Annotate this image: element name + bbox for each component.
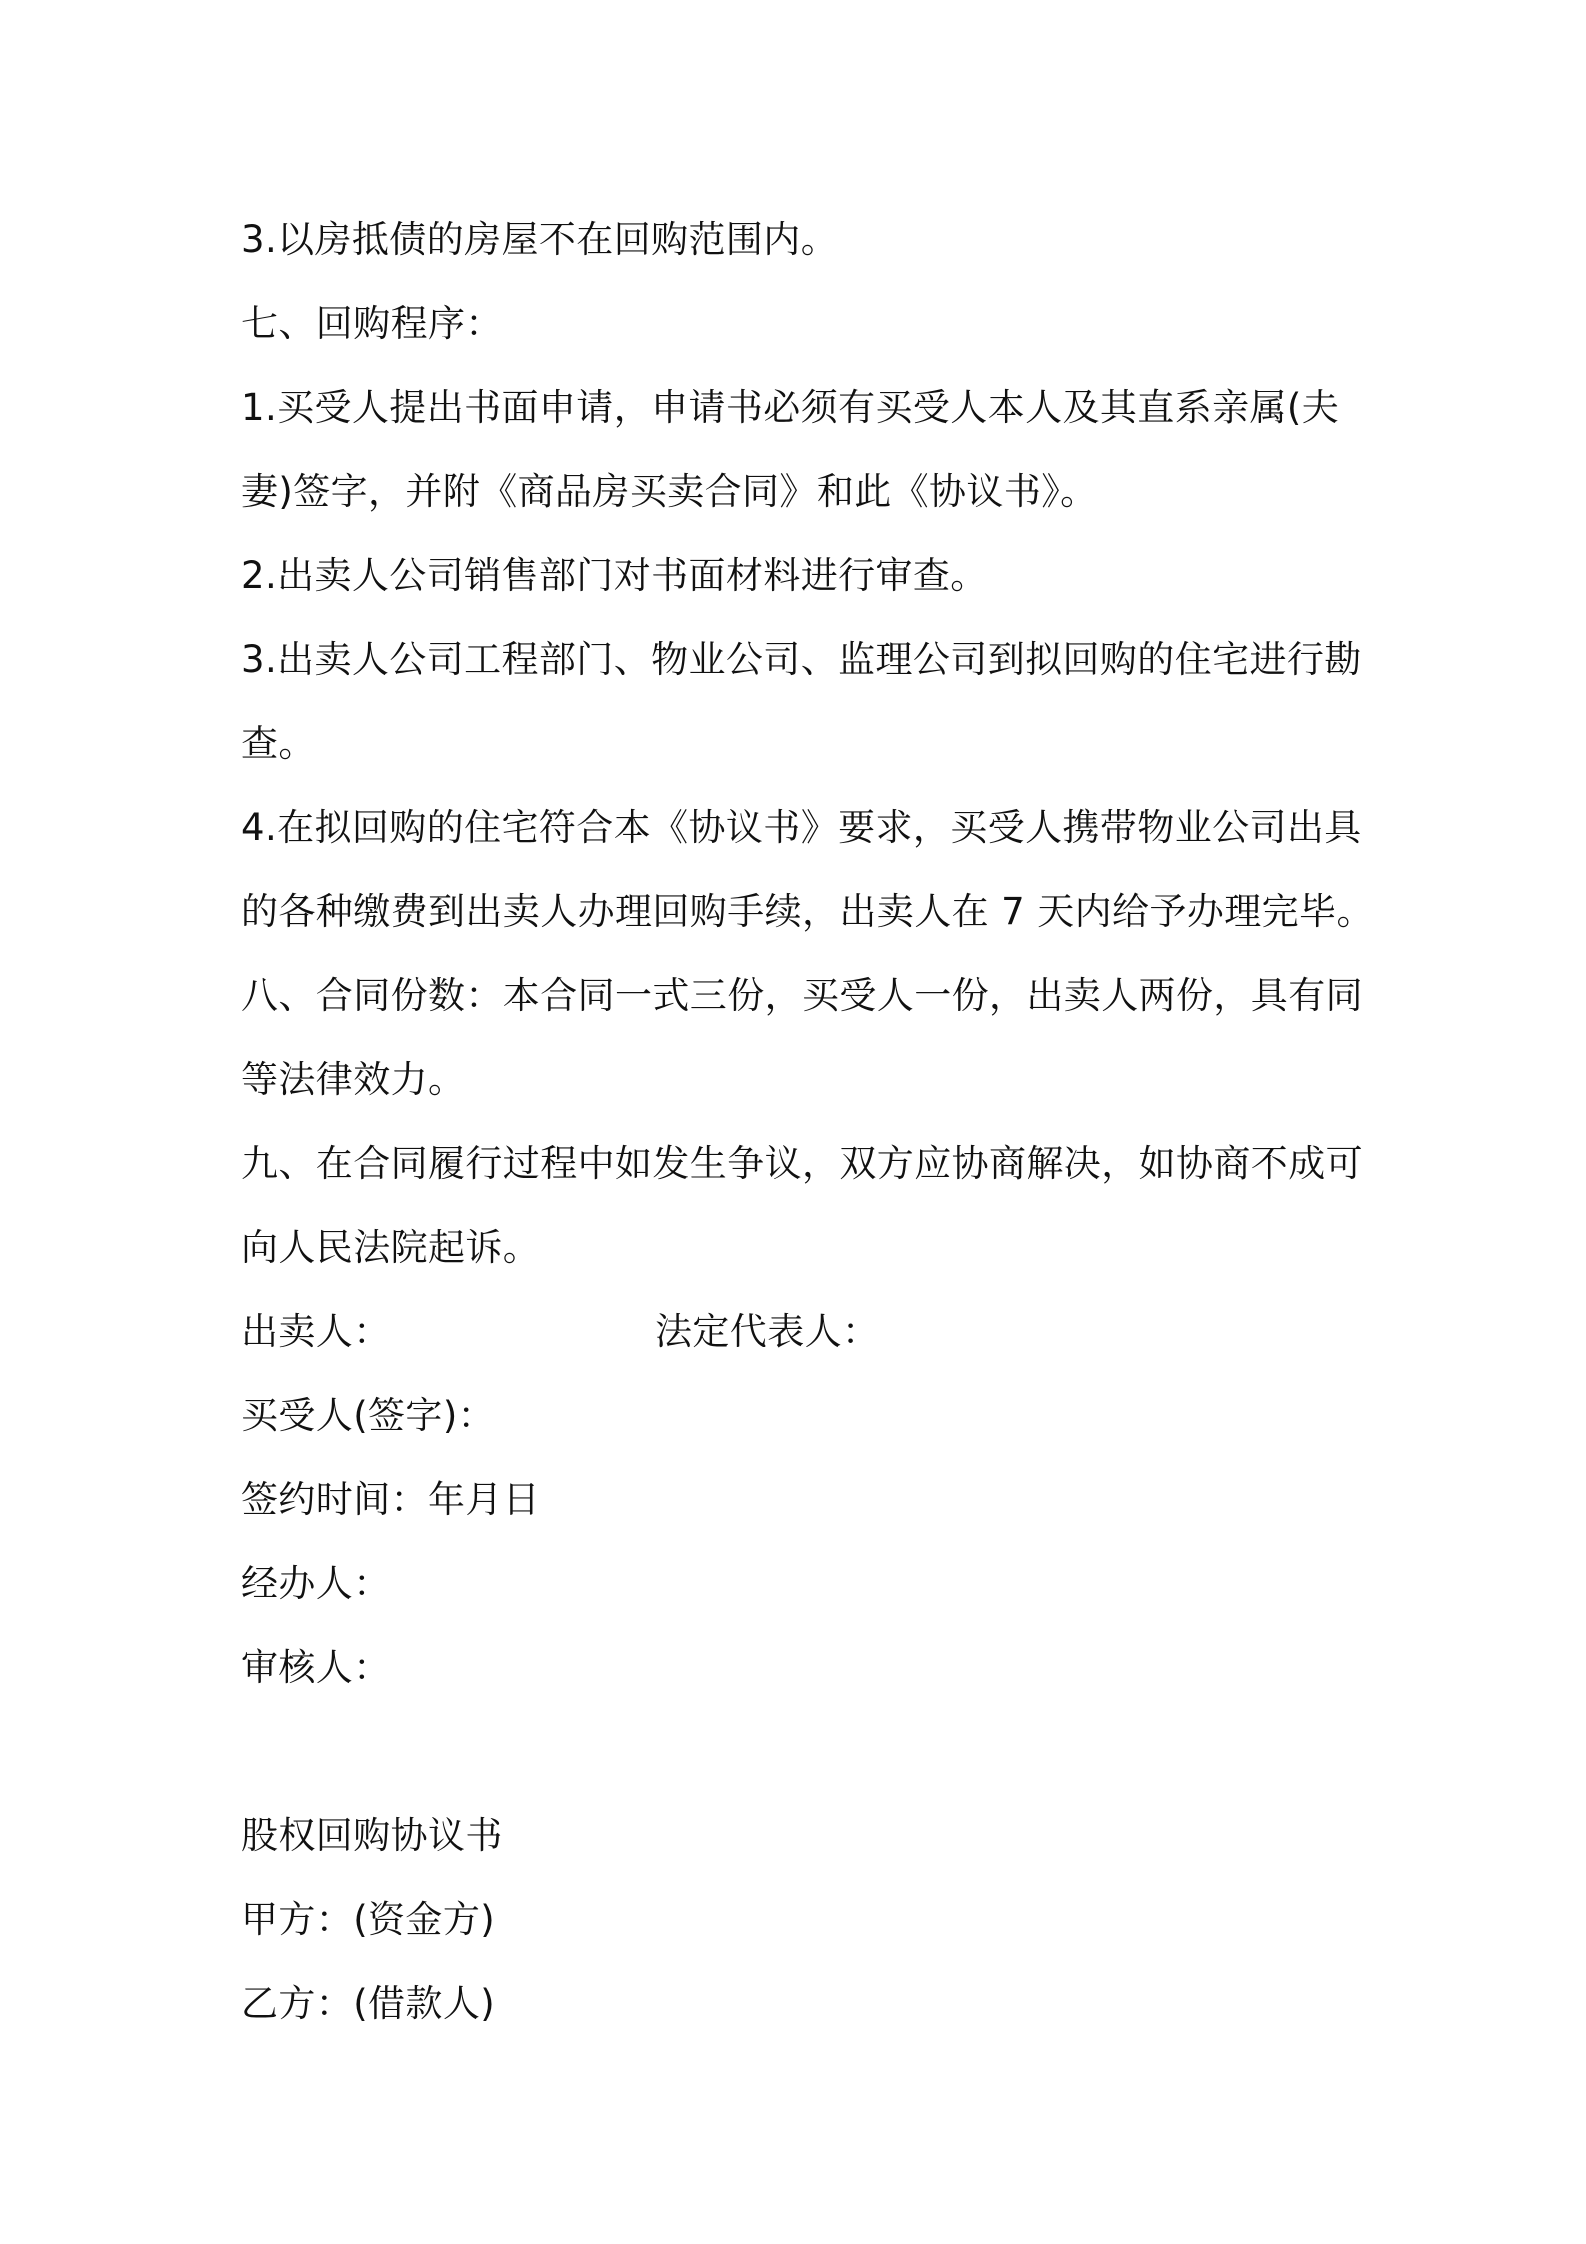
signing-date-label: 签约时间：年月日 (241, 1478, 541, 1521)
section-gap (241, 1710, 1361, 1794)
clause-line: 九、在合同履行过程中如发生争议，双方应协商解决，如协商不成可 (241, 1142, 1363, 1185)
clause-line: 八、合同份数：本合同一式三份，买受人一份，出卖人两份，具有同 (241, 974, 1363, 1017)
signature-row-seller (241, 1290, 1361, 1374)
clause-line: 1.买受人提出书面申请，申请书必须有买受人本人及其直系亲属(夫 (241, 386, 1340, 429)
clause-line: 3.出卖人公司工程部门、物业公司、监理公司到拟回购的住宅进行勘 (241, 638, 1362, 681)
document-body (241, 198, 1374, 2046)
clause-line: 等法律效力。 (241, 1058, 466, 1101)
buyer-signature-label: 买受人(签字)： (241, 1394, 496, 1437)
clause-line: 的各种缴费到出卖人办理回购手续，出卖人在 7 天内给予办理完毕。 (241, 890, 1374, 933)
section-heading: 七、回购程序： (241, 302, 503, 345)
reviewer-label: 审核人： (241, 1646, 391, 1689)
clause-line: 4.在拟回购的住宅符合本《协议书》要求，买受人携带物业公司出具 (241, 806, 1362, 849)
clause-line: 2.出卖人公司销售部门对书面材料进行审查。 (241, 554, 988, 597)
clause-line: 3.以房抵债的房屋不在回购范围内。 (241, 218, 839, 261)
seller-label: 出卖人： (241, 1310, 391, 1353)
party-b-label: 乙方：(借款人) (241, 1982, 496, 2025)
clause-line: 向人民法院起诉。 (241, 1226, 541, 1269)
handler-label: 经办人： (241, 1562, 391, 1605)
party-a-label: 甲方：(资金方) (241, 1898, 496, 1941)
clause-line: 查。 (241, 722, 316, 765)
clause-line: 妻)签字，并附《商品房买卖合同》和此《协议书》。 (241, 470, 1098, 513)
next-document-title: 股权回购协议书 (241, 1814, 503, 1857)
legal-representative-label: 法定代表人： (655, 1310, 880, 1353)
